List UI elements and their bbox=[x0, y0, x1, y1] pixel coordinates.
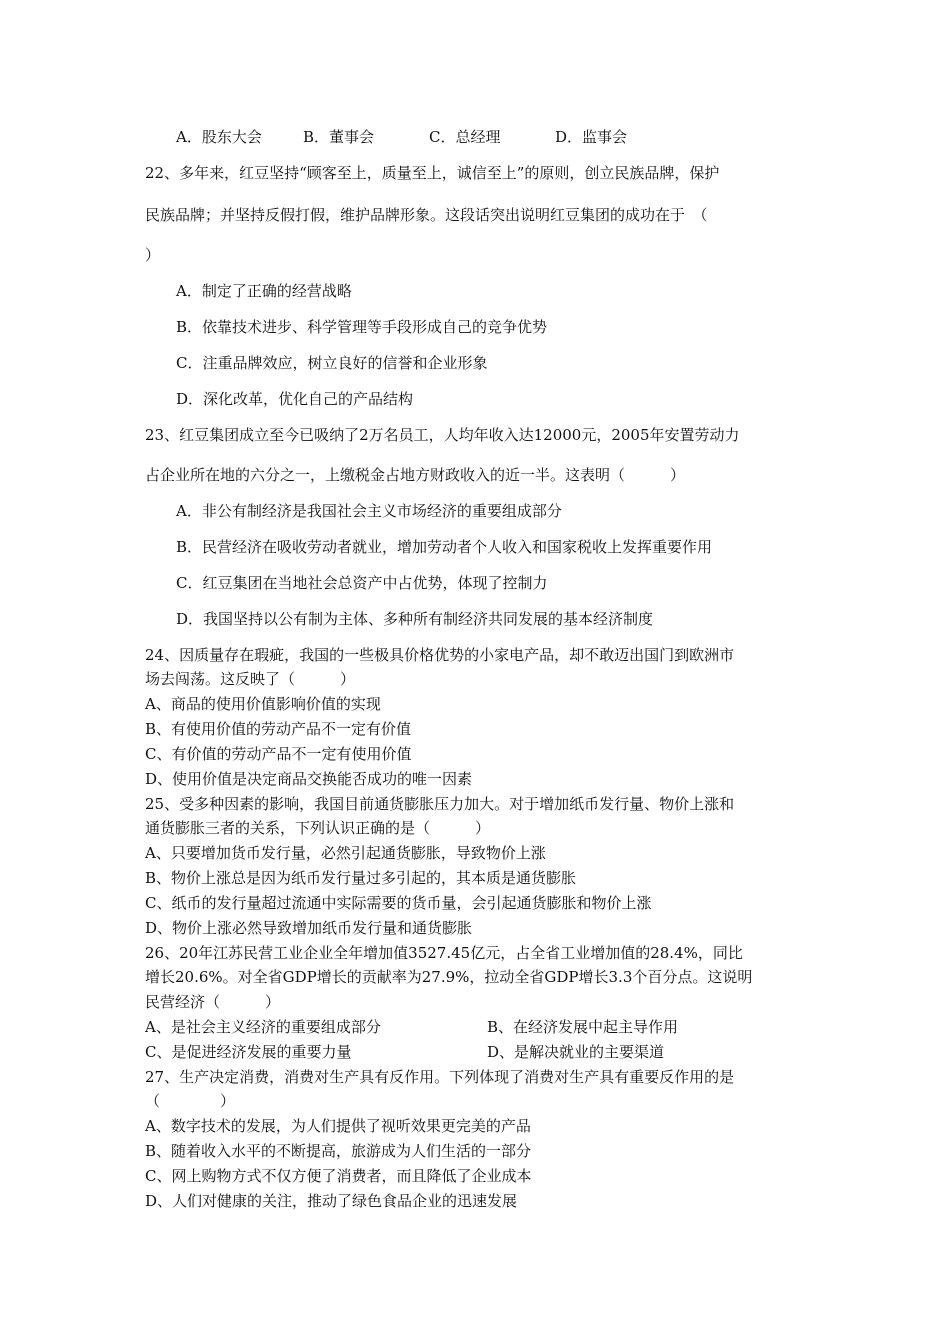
q21-option-c: C．总经理 bbox=[429, 128, 501, 146]
q26-option-a: A、是社会主义经济的重要组成部分 bbox=[145, 1018, 381, 1036]
q24-option-a: A、商品的使用价值影响价值的实现 bbox=[145, 695, 381, 713]
q23-option-c: C．红豆集团在当地社会总资产中占优势，体现了控制力 bbox=[176, 574, 548, 592]
q23-option-d: D．我国坚持以公有制为主体、多种所有制经济共同发展的基本经济制度 bbox=[176, 610, 654, 628]
q26-stem-line-3: 民营经济（ ） bbox=[145, 993, 281, 1011]
q26-option-b: B、在经济发展中起主导作用 bbox=[487, 1018, 679, 1036]
q26-option-c: C、是促进经济发展的重要力量 bbox=[145, 1043, 352, 1061]
q21-option-d: D．监事会 bbox=[555, 128, 628, 146]
q22-stem-line-1: 22、多年来，红豆坚持“顾客至上，质量至上，诚信至上”的原则，创立民族品牌，保护 bbox=[145, 164, 720, 182]
q26-option-d: D、是解决就业的主要渠道 bbox=[487, 1043, 665, 1061]
q25-option-d: D、物价上涨必然导致增加纸币发行量和通货膨胀 bbox=[145, 919, 473, 937]
q22-option-b: B．依靠技术进步、科学管理等手段形成自己的竞争优势 bbox=[176, 318, 548, 336]
q25-option-b: B、物价上涨总是因为纸币发行量过多引起的，其本质是通货膨胀 bbox=[145, 869, 577, 887]
q27-option-a: A、数字技术的发展，为人们提供了视听效果更完美的产品 bbox=[145, 1117, 531, 1135]
q21-option-a: A．股东大会 bbox=[176, 128, 262, 146]
q24-stem-line-2: 场去闯荡。这反映了（ ） bbox=[145, 670, 356, 688]
q25-stem-line-1: 25、受多种因素的影响，我国目前通货膨胀压力加大。对于增加纸币发行量、物价上涨和 bbox=[145, 795, 735, 813]
q27-stem-line-2: （ ） bbox=[145, 1092, 236, 1110]
q22-stem-line-2: 民族品牌；并坚持反假打假，维护品牌形象。这段话突出说明红豆集团的成功在于 （ bbox=[145, 206, 708, 224]
q26-stem-line-1: 26、20年江苏民营工业企业全年增加值3527.45亿元，占全省工业增加值的28.4%，同比 bbox=[145, 944, 743, 962]
q23-stem-line-1: 23、红豆集团成立至今已吸纳了2万名员工，人均年收入达12000元，2005年安置劳动力 bbox=[145, 426, 740, 444]
q23-stem-line-2: 占企业所在地的六分之一，上缴税金占地方财政收入的近一半。这表明（ ） bbox=[145, 466, 686, 484]
q24-stem-line-1: 24、因质量存在瑕疵，我国的一些极具价格优势的小家电产品，却不敢迈出国门到欧洲市 bbox=[145, 646, 735, 664]
q25-option-a: A、只要增加货币发行量，必然引起通货膨胀，导致物价上涨 bbox=[145, 844, 546, 862]
q22-option-a: A．制定了正确的经营战略 bbox=[176, 282, 352, 300]
q26-stem-line-2: 增长20.6%。对全省GDP增长的贡献率为27.9%，拉动全省GDP增长3.3个百分点。这说明 bbox=[145, 968, 753, 986]
q21-option-b: B．董事会 bbox=[303, 128, 375, 146]
q24-option-d: D、使用价值是决定商品交换能否成功的唯一因素 bbox=[145, 770, 473, 788]
q23-option-b: B．民营经济在吸收劳动者就业，增加劳动者个人收入和国家税收上发挥重要作用 bbox=[176, 538, 713, 556]
q24-option-c: C、有价值的劳动产品不一定有使用价值 bbox=[145, 745, 412, 763]
q27-option-d: D、人们对健康的关注，推动了绿色食品企业的迅速发展 bbox=[145, 1192, 518, 1210]
q25-stem-line-2: 通货膨胀三者的关系，下列认识正确的是（ ） bbox=[145, 819, 491, 837]
q27-stem-line-1: 27、生产决定消费，消费对生产具有反作用。下列体现了消费对生产具有重要反作用的是 bbox=[145, 1068, 735, 1086]
q22-option-d: D．深化改革，优化自己的产品结构 bbox=[176, 390, 414, 408]
q27-option-c: C、网上购物方式不仅方便了消费者，而且降低了企业成本 bbox=[145, 1167, 532, 1185]
q21-options-row bbox=[176, 127, 856, 147]
q24-option-b: B、有使用价值的劳动产品不一定有价值 bbox=[145, 720, 412, 738]
q23-option-a: A．非公有制经济是我国社会主义市场经济的重要组成部分 bbox=[176, 502, 562, 520]
q25-option-c: C、纸币的发行量超过流通中实际需要的货币量，会引起通货膨胀和物价上涨 bbox=[145, 894, 652, 912]
q22-stem-line-3: ） bbox=[145, 246, 161, 264]
q27-option-b: B、随着收入水平的不断提高，旅游成为人们生活的一部分 bbox=[145, 1142, 532, 1160]
q22-option-c: C．注重品牌效应，树立良好的信誉和企业形象 bbox=[176, 354, 488, 372]
